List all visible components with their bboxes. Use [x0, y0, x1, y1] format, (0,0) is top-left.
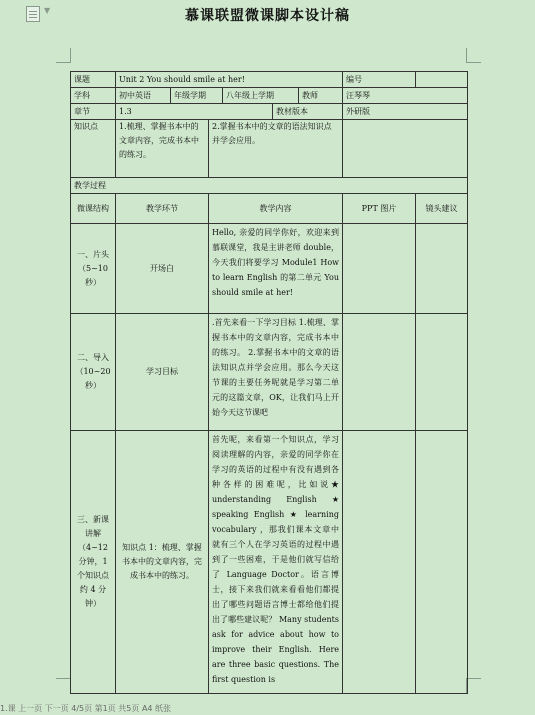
status-bar: 1.课 上一页 下一页 4/5页 第1页 共5页 A4 纸张	[0, 704, 172, 713]
edition-value: 外研版	[343, 104, 468, 120]
table-row	[71, 88, 468, 104]
row-structure: 二、导入（10~20 秒）	[71, 314, 116, 431]
row-ppt	[343, 314, 416, 431]
table-row	[71, 72, 468, 88]
chapter-value: 1.3	[116, 104, 273, 120]
table-row	[71, 104, 468, 120]
row-shot	[416, 224, 468, 314]
topic-label: 课题	[71, 72, 116, 88]
page-title: 慕课联盟微课脚本设计稿	[185, 8, 350, 24]
process-heading: 教学过程	[71, 178, 468, 194]
knowledge-point-2: 2.掌握书本中的文章的语法知识点并学会应用。	[209, 120, 343, 178]
row-phase: 学习目标	[116, 314, 209, 431]
grade-label: 年级学期	[171, 88, 223, 104]
col-ppt-header: PPT 图片	[343, 194, 416, 224]
edition-label: 教材版本	[273, 104, 343, 120]
script-design-table	[70, 71, 468, 694]
row-content: Hello, 亲爱的同学你好，欢迎来到慕联课堂，我是主讲老师 double，今天我们将要学习 Module1 How to learn English 的第二单元 You should smile at her!	[209, 224, 343, 314]
row-phase: 开场白	[116, 224, 209, 314]
number-label: 编号	[343, 72, 416, 88]
table-row	[71, 224, 468, 314]
subject-value: 初中英语	[116, 88, 171, 104]
row-structure: 三、新课讲解（4~12 分钟，1 个知识点约 4 分钟）	[71, 431, 116, 694]
grade-value: 八年级上学期	[223, 88, 299, 104]
table-row	[71, 178, 468, 194]
col-content-header: 教学内容	[209, 194, 343, 224]
number-value	[416, 72, 468, 88]
row-content: .首先来看一下学习目标 1.梳理、掌握书本中的文章内容，完成书本中的练习。 2.掌握书本中的文章的语法知识点并学会应用。那么今天这节课的主要任务呢就是学习第二单元的这篇文章，OK，让我们马上开始今天这节课吧	[209, 314, 343, 431]
subject-label: 学科	[71, 88, 116, 104]
topic-value: Unit 2 You should smile at her!	[116, 72, 343, 88]
teacher-label: 教师	[299, 88, 343, 104]
crop-mark-top-left	[56, 48, 71, 63]
knowledge-label: 知识点	[71, 120, 116, 178]
row-phase: 知识点 1：梳理、掌握书本中的文章内容，完成书本中的练习。	[116, 431, 209, 694]
table-row	[71, 120, 468, 178]
knowledge-point-1: 1.梳理、掌握书本中的文章内容，完成书本中的练习。	[116, 120, 209, 178]
table-row	[71, 431, 468, 694]
crop-mark-top-right	[466, 48, 481, 63]
col-phase-header: 教学环节	[116, 194, 209, 224]
row-shot	[416, 314, 468, 431]
chevron-down-icon[interactable]: ▼	[44, 6, 51, 15]
knowledge-empty	[343, 120, 468, 178]
crop-mark-bottom-left	[56, 678, 71, 693]
col-structure-header: 微课结构	[71, 194, 116, 224]
row-content: 首先呢，来看第一个知识点，学习阅读理解的内容，亲爱的同学你在学习的英语的过程中有没有遇到各种各样的困难呢，比如说★ understanding English ★ speaking English ★ learning vocabulary ，那我们课本文章中就有三个人在学习英语的过程中遇到了一些困难，于是他们就写信给了 Language Doctor。语言博士，接下来我们就来看看他们都提出了哪些问题语言博士都给他们提出了哪些建议呢？ Many students ask for advice about how to improve their English. Here are three basic questions. The first question is	[209, 431, 343, 694]
row-ppt	[343, 431, 416, 694]
table-row	[71, 314, 468, 431]
chapter-label: 章节	[71, 104, 116, 120]
col-shot-header: 镜头建议	[416, 194, 468, 224]
teacher-value: 汪琴琴	[343, 88, 468, 104]
crop-mark-bottom-right	[466, 678, 481, 693]
table-header-row	[71, 194, 468, 224]
row-shot	[416, 431, 468, 694]
row-structure: 一、片头（5~10 秒）	[71, 224, 116, 314]
row-ppt	[343, 224, 416, 314]
